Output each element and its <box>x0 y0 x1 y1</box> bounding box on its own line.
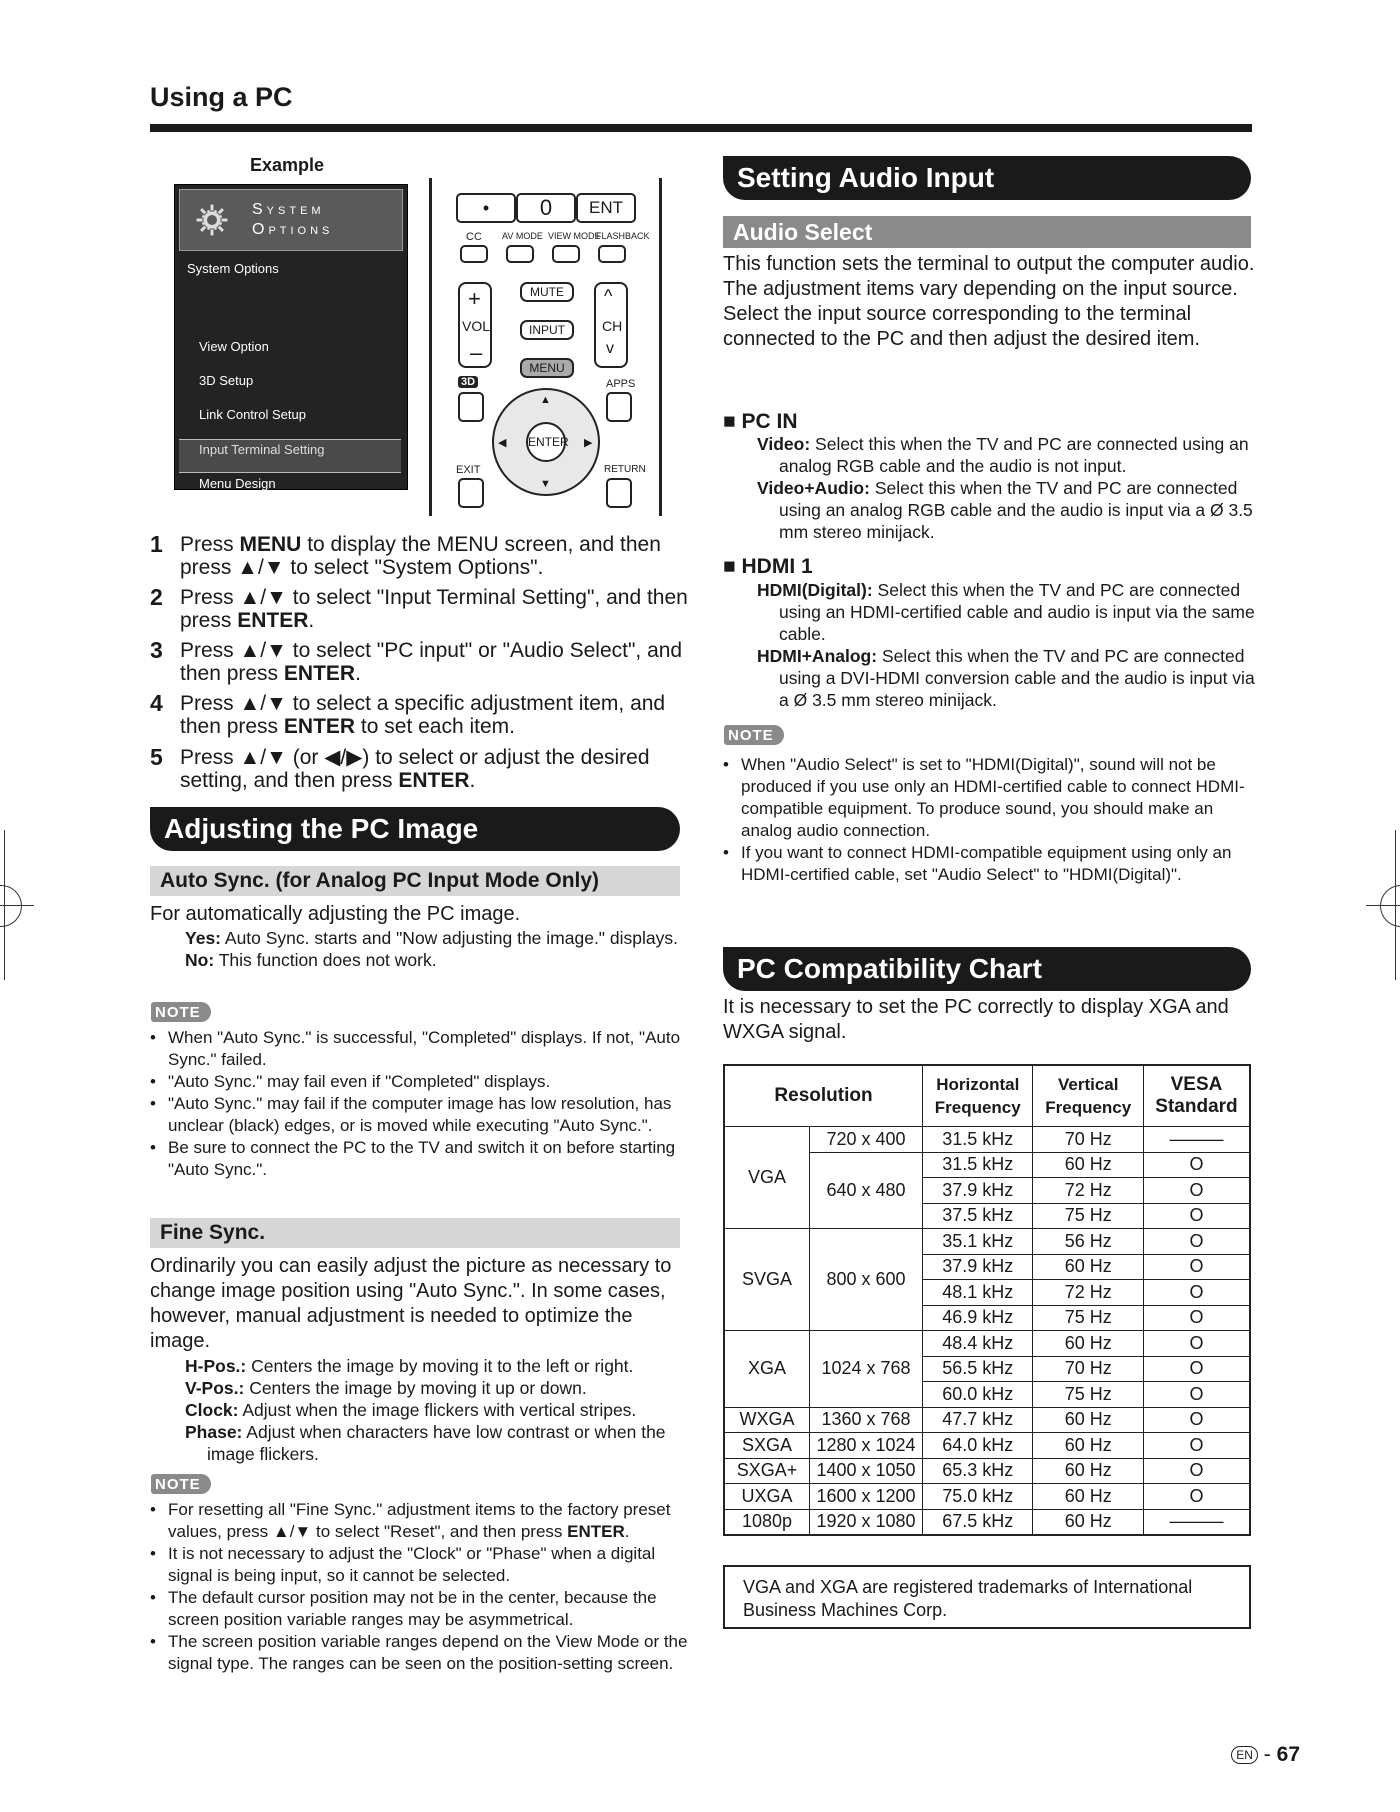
note-badge: NOTE <box>151 1002 211 1022</box>
subsection-auto-sync: Auto Sync. (for Analog PC Input Mode Only) <box>150 866 680 896</box>
menu-button[interactable]: MENU <box>520 358 574 378</box>
audio-notes <box>723 754 1258 886</box>
audio-intro <box>723 252 1258 352</box>
cell-vesa-standard: O <box>1143 1203 1250 1229</box>
column-header-horizontal: Horizontal Frequency <box>923 1065 1033 1127</box>
cell-signal-group: UXGA <box>724 1484 810 1510</box>
cell-vesa-standard: O <box>1143 1254 1250 1280</box>
cell-signal-group: SXGA <box>724 1433 810 1459</box>
cell-resolution: 720 x 400 <box>810 1127 923 1153</box>
mute-button[interactable]: MUTE <box>520 282 574 302</box>
table-row <box>724 1229 1250 1255</box>
cell-vesa-standard: O <box>1143 1305 1250 1331</box>
apps-label: APPS <box>606 378 636 390</box>
note-item: • For resetting all "Fine Sync." adjustment items to the factory preset values, press ▲/▼ to select "Reset", and then press ENTER. <box>150 1499 690 1543</box>
view-mode-label: VIEW MODE <box>548 231 601 241</box>
view-mode-button[interactable] <box>552 245 580 263</box>
fine-sync-options <box>185 1355 690 1465</box>
crop-mark <box>1380 885 1400 927</box>
ch-label: CH <box>602 318 623 334</box>
return-button[interactable] <box>606 478 632 508</box>
cell-vertical-frequency: 75 Hz <box>1033 1305 1143 1331</box>
table-row <box>724 1484 1250 1510</box>
title-rule <box>150 124 1252 132</box>
volume-up-icon: + <box>468 286 481 311</box>
step-number: 4 <box>150 690 163 716</box>
option-video-audio: Video+Audio: Select this when the TV and PC are connected using an analog RGB cable and the audio is input via a Ø 3.5 mm stereo minijack. <box>757 478 1253 542</box>
cell-vesa-standard: O <box>1143 1433 1250 1459</box>
cell-vesa-standard: O <box>1143 1229 1250 1255</box>
dot-button[interactable]: • <box>456 193 516 223</box>
section-title-chart: PC Compatibility Chart <box>723 947 1251 991</box>
cell-signal-group: SVGA <box>724 1229 810 1331</box>
cell-vertical-frequency: 72 Hz <box>1033 1178 1143 1204</box>
section-title-audio: Setting Audio Input <box>723 156 1251 200</box>
cell-vertical-frequency: 75 Hz <box>1033 1382 1143 1408</box>
remote-illustration <box>426 178 666 518</box>
table-row <box>724 1509 1250 1535</box>
dpad-up-icon: ▲ <box>540 394 551 406</box>
cell-horizontal-frequency: 67.5 kHz <box>923 1509 1033 1535</box>
input-button[interactable]: INPUT <box>520 320 574 340</box>
cell-signal-group: WXGA <box>724 1407 810 1433</box>
cell-vertical-frequency: 60 Hz <box>1033 1458 1143 1484</box>
3d-label: 3D <box>458 376 478 388</box>
cell-horizontal-frequency: 37.5 kHz <box>923 1203 1033 1229</box>
table-header-row <box>724 1065 1250 1127</box>
compatibility-table <box>723 1064 1251 1536</box>
step-text: Press MENU to display the MENU screen, and then press ▲/▼ to select "System Options". <box>180 533 661 579</box>
audio-intro-2: The adjustment items vary depending on the input source. Select the input source corresponding to the terminal connected to the PC and then adjust the desired item. <box>723 278 1238 350</box>
cell-vertical-frequency: 72 Hz <box>1033 1280 1143 1306</box>
cell-vertical-frequency: 60 Hz <box>1033 1254 1143 1280</box>
volume-down-icon: – <box>470 340 483 365</box>
trademark-note: VGA and XGA are registered trademarks of International Business Machines Corp. <box>723 1565 1251 1629</box>
option-h-pos: H-Pos.: Centers the image by moving it to the left or right. <box>185 1356 634 1376</box>
av-mode-label: AV MODE <box>502 231 543 241</box>
option-phase: Phase: Adjust when characters have low contrast or when the image flickers. <box>185 1422 666 1464</box>
cell-horizontal-frequency: 64.0 kHz <box>923 1433 1033 1459</box>
menu-item[interactable]: Link Control Setup <box>199 407 306 422</box>
note-item: • The screen position variable ranges depend on the View Mode or the signal type. The ranges can be seen on the position-setting screen. <box>150 1631 690 1675</box>
column-header-vesa: VESA Standard <box>1143 1065 1250 1127</box>
flashback-label: FLASHBACK <box>596 231 650 241</box>
cell-signal-group: SXGA+ <box>724 1458 810 1484</box>
fine-sync-intro: Ordinarily you can easily adjust the picture as necessary to change image position using "Auto Sync.". In some cases, however, manual adjustment is needed to optimize the image. <box>150 1255 672 1352</box>
option-video: Video: Select this when the TV and PC are connected using an analog RGB cable and the audio is not input. <box>757 434 1249 476</box>
cell-resolution: 1280 x 1024 <box>810 1433 923 1459</box>
cell-horizontal-frequency: 31.5 kHz <box>923 1127 1033 1153</box>
step-number: 3 <box>150 637 163 663</box>
channel-up-icon: ^ <box>604 286 613 306</box>
fine-sync-notes <box>150 1499 690 1675</box>
note-item: • If you want to connect HDMI-compatible equipment using only an HDMI-certified cable, set "Audio Select" to "HDMI(Digital)". <box>723 842 1258 886</box>
step-text: Press ▲/▼ to select "Input Terminal Setting", and then press ENTER. <box>180 586 688 632</box>
cell-vesa-standard: O <box>1143 1178 1250 1204</box>
menu-title: System Options <box>252 201 334 238</box>
cell-horizontal-frequency: 65.3 kHz <box>923 1458 1033 1484</box>
cell-horizontal-frequency: 47.7 kHz <box>923 1407 1033 1433</box>
hdmi-options <box>757 579 1257 711</box>
auto-sync-intro: For automatically adjusting the PC image. <box>150 903 521 925</box>
page-title: Using a PC <box>150 82 293 112</box>
cell-resolution: 1600 x 1200 <box>810 1484 923 1510</box>
page-number: 67 <box>1276 1743 1300 1766</box>
remote-edge <box>429 178 432 516</box>
cell-signal-group: XGA <box>724 1331 810 1408</box>
step-number: 1 <box>150 531 163 557</box>
dpad[interactable] <box>492 388 600 496</box>
section-title-adjusting: Adjusting the PC Image <box>150 807 680 851</box>
menu-screen-illustration <box>174 184 408 490</box>
note-badge: NOTE <box>151 1474 211 1494</box>
language-badge: EN <box>1231 1746 1258 1764</box>
cell-resolution: 800 x 600 <box>810 1229 923 1331</box>
note-item: • "Auto Sync." may fail if the computer image has low resolution, has unclear (black) edges, or is moved while executing "Auto Sync.". <box>150 1093 690 1137</box>
cell-vertical-frequency: 60 Hz <box>1033 1433 1143 1459</box>
auto-sync-notes <box>150 1027 690 1181</box>
channel-rocker[interactable] <box>594 282 628 368</box>
cell-horizontal-frequency: 46.9 kHz <box>923 1305 1033 1331</box>
step-text: Press ▲/▼ (or ◀/▶) to select or adjust the desired setting, and then press ENTER. <box>180 746 650 792</box>
cell-resolution: 640 x 480 <box>810 1152 923 1229</box>
cell-vertical-frequency: 60 Hz <box>1033 1407 1143 1433</box>
cell-vesa-standard: O <box>1143 1407 1250 1433</box>
column-header-vertical: Vertical Frequency <box>1033 1065 1143 1127</box>
hdmi-heading: ■ HDMI 1 <box>723 555 813 578</box>
option-no: No: This function does not work. <box>185 950 437 970</box>
menu-item[interactable]: Menu Design <box>199 476 276 491</box>
cc-button[interactable] <box>460 245 488 263</box>
cell-vertical-frequency: 60 Hz <box>1033 1152 1143 1178</box>
auto-sync-options <box>185 927 690 971</box>
footer-separator: - <box>1257 1743 1277 1766</box>
exit-button[interactable] <box>458 478 484 508</box>
cell-signal-group: VGA <box>724 1127 810 1229</box>
menu-header <box>179 189 403 251</box>
menu-item[interactable]: View Option <box>199 339 269 354</box>
option-clock: Clock: Adjust when the image flickers with vertical stripes. <box>185 1400 637 1420</box>
cell-horizontal-frequency: 75.0 kHz <box>923 1484 1033 1510</box>
cell-horizontal-frequency: 37.9 kHz <box>923 1254 1033 1280</box>
cell-vesa-standard: O <box>1143 1331 1250 1357</box>
cell-vertical-frequency: 75 Hz <box>1033 1203 1143 1229</box>
option-hdmi-analog: HDMI+Analog: Select this when the TV and PC are connected using a DVI-HDMI conversion cable and the audio is input via a Ø 3.5 mm stereo minijack. <box>757 646 1255 710</box>
exit-label: EXIT <box>456 464 481 476</box>
cell-vertical-frequency: 60 Hz <box>1033 1509 1143 1535</box>
crop-mark <box>1395 830 1396 980</box>
table-row <box>724 1127 1250 1153</box>
return-label: RETURN <box>604 464 646 475</box>
vol-label: VOL <box>462 318 491 334</box>
option-hdmi-digital: HDMI(Digital): Select this when the TV and PC are connected using an HDMI-certified cable and audio is input via the same cable. <box>757 580 1255 644</box>
step-number: 5 <box>150 744 163 770</box>
cell-resolution: 1920 x 1080 <box>810 1509 923 1535</box>
step-number: 2 <box>150 584 163 610</box>
table-row <box>724 1458 1250 1484</box>
ent-button[interactable]: ENT <box>576 193 636 223</box>
cell-vesa-standard: O <box>1143 1356 1250 1382</box>
apps-button[interactable] <box>606 392 632 422</box>
cell-vertical-frequency: 70 Hz <box>1033 1127 1143 1153</box>
cell-horizontal-frequency: 48.4 kHz <box>923 1331 1033 1357</box>
dpad-down-icon: ▼ <box>540 478 551 490</box>
pc-in-heading: ■ PC IN <box>723 410 798 433</box>
pc-in-options <box>757 433 1257 543</box>
menu-item-selected[interactable]: Input Terminal Setting <box>199 442 325 457</box>
cell-resolution: 1360 x 768 <box>810 1407 923 1433</box>
dpad-left-icon: ◀ <box>498 437 507 449</box>
table-row <box>724 1433 1250 1459</box>
dpad-right-icon: ▶ <box>584 437 593 449</box>
enter-button[interactable]: ENTER <box>526 422 566 462</box>
cell-resolution: 1400 x 1050 <box>810 1458 923 1484</box>
cell-resolution: 1024 x 768 <box>810 1331 923 1408</box>
cc-label: CC <box>466 231 482 243</box>
cell-horizontal-frequency: 31.5 kHz <box>923 1152 1033 1178</box>
cell-vesa-standard: O <box>1143 1152 1250 1178</box>
chart-intro: It is necessary to set the PC correctly to display XGA and WXGA signal. <box>723 996 1229 1043</box>
option-v-pos: V-Pos.: Centers the image by moving it up or down. <box>185 1378 587 1398</box>
cell-horizontal-frequency: 48.1 kHz <box>923 1280 1033 1306</box>
cell-vertical-frequency: 70 Hz <box>1033 1356 1143 1382</box>
subsection-fine-sync: Fine Sync. <box>150 1218 680 1248</box>
cell-vertical-frequency: 60 Hz <box>1033 1484 1143 1510</box>
step-text: Press ▲/▼ to select "PC input" or "Audio Select", and then press ENTER. <box>180 639 683 685</box>
column-header-resolution: Resolution <box>724 1065 923 1127</box>
cell-signal-group: 1080p <box>724 1509 810 1535</box>
cell-vesa-standard: O <box>1143 1458 1250 1484</box>
note-badge: NOTE <box>724 725 784 745</box>
gear-icon <box>194 202 230 243</box>
av-mode-button[interactable] <box>506 245 534 263</box>
cell-vesa-standard: ——— <box>1143 1509 1250 1535</box>
crop-mark <box>4 830 5 980</box>
note-item: • When "Auto Sync." is successful, "Completed" displays. If not, "Auto Sync." failed. <box>150 1027 690 1071</box>
cell-vesa-standard: O <box>1143 1382 1250 1408</box>
page-footer <box>1231 1743 1300 1767</box>
volume-rocker[interactable] <box>458 282 492 368</box>
cell-vertical-frequency: 60 Hz <box>1033 1331 1143 1357</box>
note-item: • "Auto Sync." may fail even if "Completed" displays. <box>150 1071 690 1093</box>
example-label: Example <box>250 155 325 175</box>
step-text: Press ▲/▼ to select a specific adjustment item, and then press ENTER to set each item. <box>180 692 666 738</box>
cell-horizontal-frequency: 60.0 kHz <box>923 1382 1033 1408</box>
note-item: • When "Audio Select" is set to "HDMI(Digital)", sound will not be produced if you use only an HDMI-certified cable to connect HDMI-compatible equipment. To produce sound, you should make an analog audio connection. <box>723 754 1258 842</box>
menu-item[interactable]: 3D Setup <box>199 373 254 388</box>
cell-vertical-frequency: 56 Hz <box>1033 1229 1143 1255</box>
remote-edge <box>659 178 662 516</box>
option-yes: Yes: Auto Sync. starts and "Now adjusting the image." displays. <box>185 928 678 948</box>
note-item: • Be sure to connect the PC to the TV and switch it on before starting "Auto Sync.". <box>150 1137 690 1181</box>
cell-vesa-standard: O <box>1143 1280 1250 1306</box>
note-item: • It is not necessary to adjust the "Clock" or "Phase" when a digital signal is being input, so it cannot be selected. <box>150 1543 690 1587</box>
table-body <box>724 1127 1250 1536</box>
cell-horizontal-frequency: 56.5 kHz <box>923 1356 1033 1382</box>
table-row <box>724 1407 1250 1433</box>
zero-button[interactable]: 0 <box>516 193 576 223</box>
cell-horizontal-frequency: 37.9 kHz <box>923 1178 1033 1204</box>
subsection-audio-select: Audio Select <box>723 216 1251 248</box>
cell-vesa-standard: ——— <box>1143 1127 1250 1153</box>
cell-horizontal-frequency: 35.1 kHz <box>923 1229 1033 1255</box>
note-item: • The default cursor position may not be in the center, because the screen position variable ranges may be asymmetrical. <box>150 1587 690 1631</box>
menu-section-label: System Options <box>187 261 279 276</box>
flashback-button[interactable] <box>598 245 626 263</box>
channel-down-icon: v <box>606 340 614 357</box>
cell-vesa-standard: O <box>1143 1484 1250 1510</box>
table-row <box>724 1331 1250 1357</box>
3d-button[interactable] <box>458 392 484 422</box>
audio-intro-1: This function sets the terminal to output the computer audio. <box>723 253 1255 275</box>
